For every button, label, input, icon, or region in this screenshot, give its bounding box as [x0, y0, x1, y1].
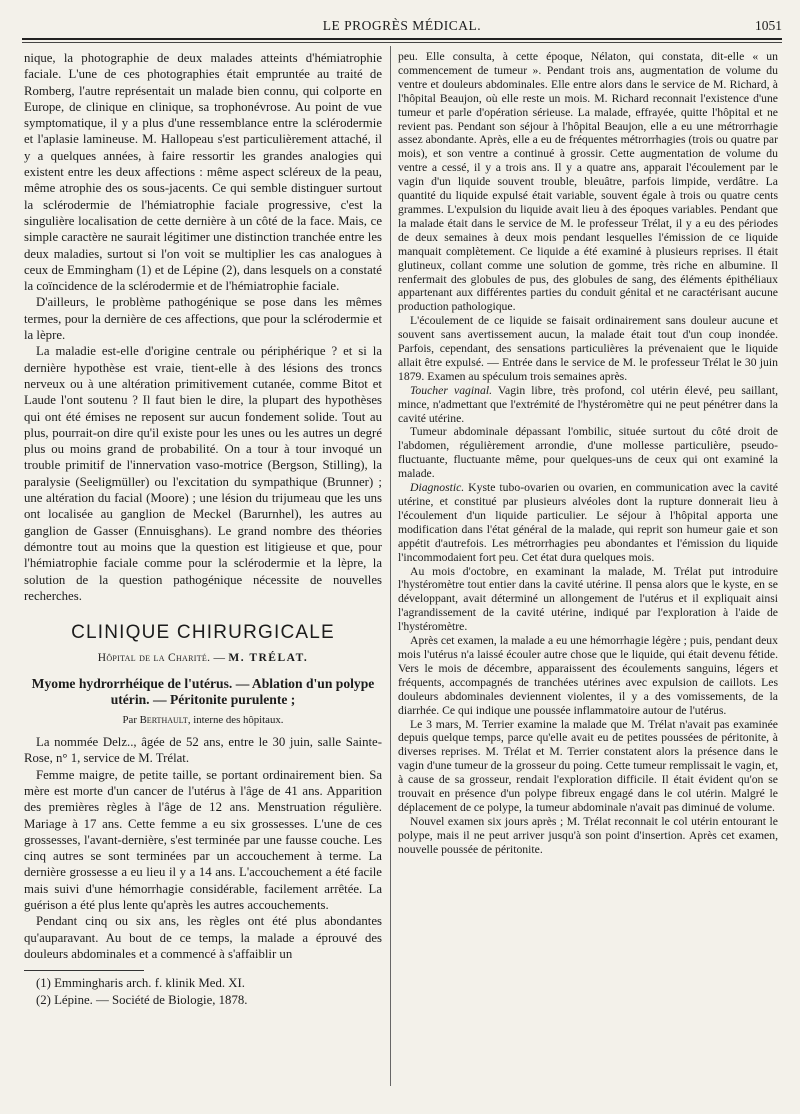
paragraph-label: Diagnostic. [410, 481, 465, 495]
footnote: (2) Lépine. — Société de Biologie, 1878. [36, 992, 248, 1007]
hospital-name: Hôpital de la Charité. [97, 652, 211, 665]
section-heading: CLINIQUE CHIRURGICALE [71, 622, 335, 644]
byline-author: Berthault [139, 714, 188, 727]
hospital-dash: — [210, 652, 229, 665]
paragraph: Tumeur abdominale dépassant l'ombilic, située surtout du côté droit de l'abdomen, régulièrement arrondie, d'une mollesse particulière, pseudo-fluctuante, fluctuante même, pour quelques-uns de ceux qui ont examiné la malade. [398, 425, 778, 481]
footnote: (1) Emmingharis arch. f. klinik Med. XI. [36, 976, 245, 991]
paragraph: peu. Elle consulta, à cette époque, Nélaton, qui constata, dit-elle « un commencement de tumeur ». Pendant trois ans, augmentation de volume du ventre et douleurs abdominales. Elle entre alors dans le service de M. Richard, à l'hôpital Beaujon, où elle reste un mois. M. Richard reconnait l'existence d'une tumeur et parle d'opération sérieuse. La malade, effrayée, quitte l'hôpital et ne revient pas. Pendant son séjour à l'hôpital Beaujon, elle a eu une métrorrhagie assez abondante. Après, elle a eu de fréquentes métrorrhagies (trois ou quatre par mois), et son ventre a continué à grossir. Cette augmentation de volume du ventre a cessé, il y a trois ans. Il y a quatre ans, apparait l'écoulement par le vagin d'un liquide souvent trouble, bleuâtre, parfois limpide, verdâtre. La quantité du liquide expulsé était variable, souvent égale à trois ou quatre cents grammes. L'expulsion du liquide avait lieu à des époques variables. Pendant que la malade était dans le service de M. le professeur Trélat, il y a eu des périodes de deux semaines à deux mois pendant lesquelles l'émission de ce liquide manquait complètement. Ce liquide a été examiné à plusieurs reprises. Il était glutineux, collant comme une solution de gomme, très riche en albumine. Il renfermait des globules de pus, des globules de sang, des éléments épithéliaux appartenant aux différentes parties du conduit génital et ne caractérisant aucune production pathologique. [398, 50, 778, 314]
paragraph: Nouvel examen six jours après ; M. Trélat reconnait le col utérin entourant le polype, mais il ne peut arriver jusqu'à son point d'insertion. Après cet examen, nouvelle poussée de péritonite. [398, 814, 778, 856]
page-number: 1051 [755, 18, 782, 33]
footnote-rule [24, 970, 144, 971]
paragraph-body: Kyste tubo-ovarien ou ovarien, en communication avec la cavité utérine, et constitué par plusieurs alvéoles dont la rupture donnerait lieu à l'écoulement d'un liquide particulier. Le séjour à l'hôpital apporta une modification dans l'état général de la malade, qui reprit son humeur gaie et son appétit d'autrefois. Les métrorrhagies peu abondantes et l'émission du liquide l'incommodaient fort peu. Cet état dura quelques mois. [398, 481, 778, 564]
page-header [22, 18, 782, 38]
column-divider [390, 46, 391, 1086]
paragraph: La maladie est-elle d'origine centrale ou périphérique ? et si la dernière hypothèse est vraie, tient-elle à des lésions des troncs nerveux ou à une altération primitivement cutanée, comme Bitot et Laude l'ont soutenu ? Il faut bien le dire, la plupart des hypothèses qui ont été émises ne reposent sur aucun fondement solide. Tout au plus, pourrait-on dire qu'il existe pour les unes ou les autres un degré plus ou moins grand de probabilité. On a tour à tour invoqué un trouble primitif de l'innervation vaso-motrice (Bergson, Stilling), la paralysie (Seeligmüller) ou l'excitation du sympathique (Brunner) ; une altération du facial (Moore) ; une lésion du trijumeau que les uns ont localisée au ganglion de Meckel (Barurnhel), les autres au ganglion de Gasser (Ennuisghans). Le grand nombre des théories démontre tout au moins que la question est litigieuse et que, pour l'hémiatrophie faciale comme pour la sclérodermie et la lèpre, la solution de la question pathogénique nécessite de nouvelles recherches. [24, 344, 382, 603]
paragraph [398, 481, 778, 564]
running-title: LE PROGRÈS MÉDICAL. [322, 18, 482, 33]
article-title: Myome hydrorrhéique de l'utérus. — Ablation d'un polype utérin. — Péritonite purulente ; [31, 676, 375, 708]
left-column [24, 50, 382, 1088]
paragraph: D'ailleurs, le problème pathogénique se pose dans les mêmes termes, pour la dernière de ces affections, que pour la sclérodermie et la lèpre. [24, 295, 382, 343]
paragraph-body: Vagin libre, très profond, col utérin élevé, peu saillant, mince, n'admettant que l'extrémité de l'hystéromètre qui ne peut pénétrer dans la cavité utérine. [398, 383, 778, 425]
paragraph: Pendant cinq ou six ans, les règles ont été plus abondantes qu'auparavant. Au bout de ce temps, la malade a éprouvé des douleurs abdominales et a commencé à s'affaiblir un [24, 914, 382, 961]
byline-par: Par [122, 714, 140, 727]
byline-rest: , interne des hôpitaux. [187, 714, 284, 727]
right-column [398, 50, 778, 1060]
header-rule-thin [22, 42, 782, 43]
paragraph: nique, la photographie de deux malades atteints d'hémiatrophie faciale. L'une de ces photographies était empruntée au traité de Romberg, l'autre représentait un malade bien connu, qui colporte en Europe, de clinique en clinique, sa trophonévrose. Au point de vue symptomatique, il y a plus d'une ressemblance entre la sclérodermie et l'aplasie lamineuse. M. Hallopeau s'est particulièrement attaché, il y a quelques années, à faire ressortir les grandes analogies qui existent entre les deux affections : même aspect scléreux de la peau, même atrophie des os sous-jacents. Ce qui semble distinguer surtout la sclérodermie de l'hémiatrophie faciale progressive, c'est la singulière localisation de cette dernière à un côté de la face. Mais, ce simple caractère ne saurait légitimer une distinction tranchée entre les deux maladies, surtout si l'on voit se multiplier les cas analogues à ceux de Emmingham (1) et de Lépine (2), dans lesquels on a constaté la coïncidence de la sclérodermie et de l'hémiatrophie faciale. [24, 51, 382, 294]
paragraph [398, 384, 778, 426]
paragraph: La nommée Delz.., âgée de 52 ans, entre le 30 juin, salle Sainte-Rose, n° 1, service de M. Trélat. [24, 735, 382, 766]
paragraph: Le 3 mars, M. Terrier examine la malade que M. Trélat n'avait pas examinée depuis quelque temps, parce qu'elle avait eu de petites poussées de péritonite, à diverses reprises. M. Trélat et M. Terrier constatent alors la présence dans le vagin d'une tumeur de la grosseur du poing. Cette tumeur remplissait le vagin, et, à cause de sa grosseur, rendait l'exploration difficile. Il était évident qu'on se trouvait en présence d'un polype fibreux engagé dans le col utérin. Malgré le déplacement de ce polype, la tumeur abdominale n'avait pas diminué de volume. [398, 717, 778, 814]
hospital-doctor: M. TRÉLAT. [228, 652, 309, 665]
paragraph: L'écoulement de ce liquide se faisait ordinairement sans douleur aucune et souvent sans avertissement aucun, la malade était tout d'un coup inondée. Parfois, cependant, des sensations particulières la prévenaient que le liquide allait être expulsé. — Entrée dans le service de M. le professeur Trélat le 30 juin 1879. Examen au spéculum trois semaines après. [398, 314, 778, 383]
hospital-line [24, 652, 382, 664]
paragraph: Au mois d'octobre, en examinant la malade, M. Trélat put introduire l'hystéromètre tout entier dans la cavité utérine. Il pensa alors que le kyste, en se développant, avait déterminé un allongement de l'utérus et il expliquait ainsi l'agrandissement de la cavité utérine, indiqué par l'exploration à l'aide de l'hystéromètre. [398, 564, 778, 634]
paragraph: Après cet examen, la malade a eu une hémorrhagie légère ; puis, pendant deux mois l'utérus n'a laissé écouler autre chose que le liquide, qui était devenu fétide. Vers le mois de décembre, apparaissent des écoulements sanguins, légers et fréquents, accompagnés de tranchées utérines avec expulsion de caillots. Les douleurs abdominales deviennent violentes, il y a des vomissements, de la diarrhée. Ce qui indique une poussée inflammatoire autour de l'utérus. [398, 634, 778, 717]
header-rule [22, 38, 782, 40]
paragraph-label: Toucher vaginal. [410, 383, 492, 397]
byline [24, 714, 382, 726]
paragraph: Femme maigre, de petite taille, se portant ordinairement bien. Sa mère est morte d'un cancer de l'utérus à l'âge de 41 ans. Apparition des premières règles à l'âge de 12 ans. Menstruation régulière. Mariage à 17 ans. Cette femme a eu six grossesses. L'une de ces grossesses, l'avant-dernière, s'est terminée par une fausse couche. Les cinq autres se sont terminées par un accouchement à terme. La dernière grossesse a eu lieu il y a 14 ans. L'accouchement a été facile mais suivi d'une hémorrhagie considérable, facilement arrêtée. La guérison a été plus lente qu'après les autres accouchements. [24, 767, 382, 913]
